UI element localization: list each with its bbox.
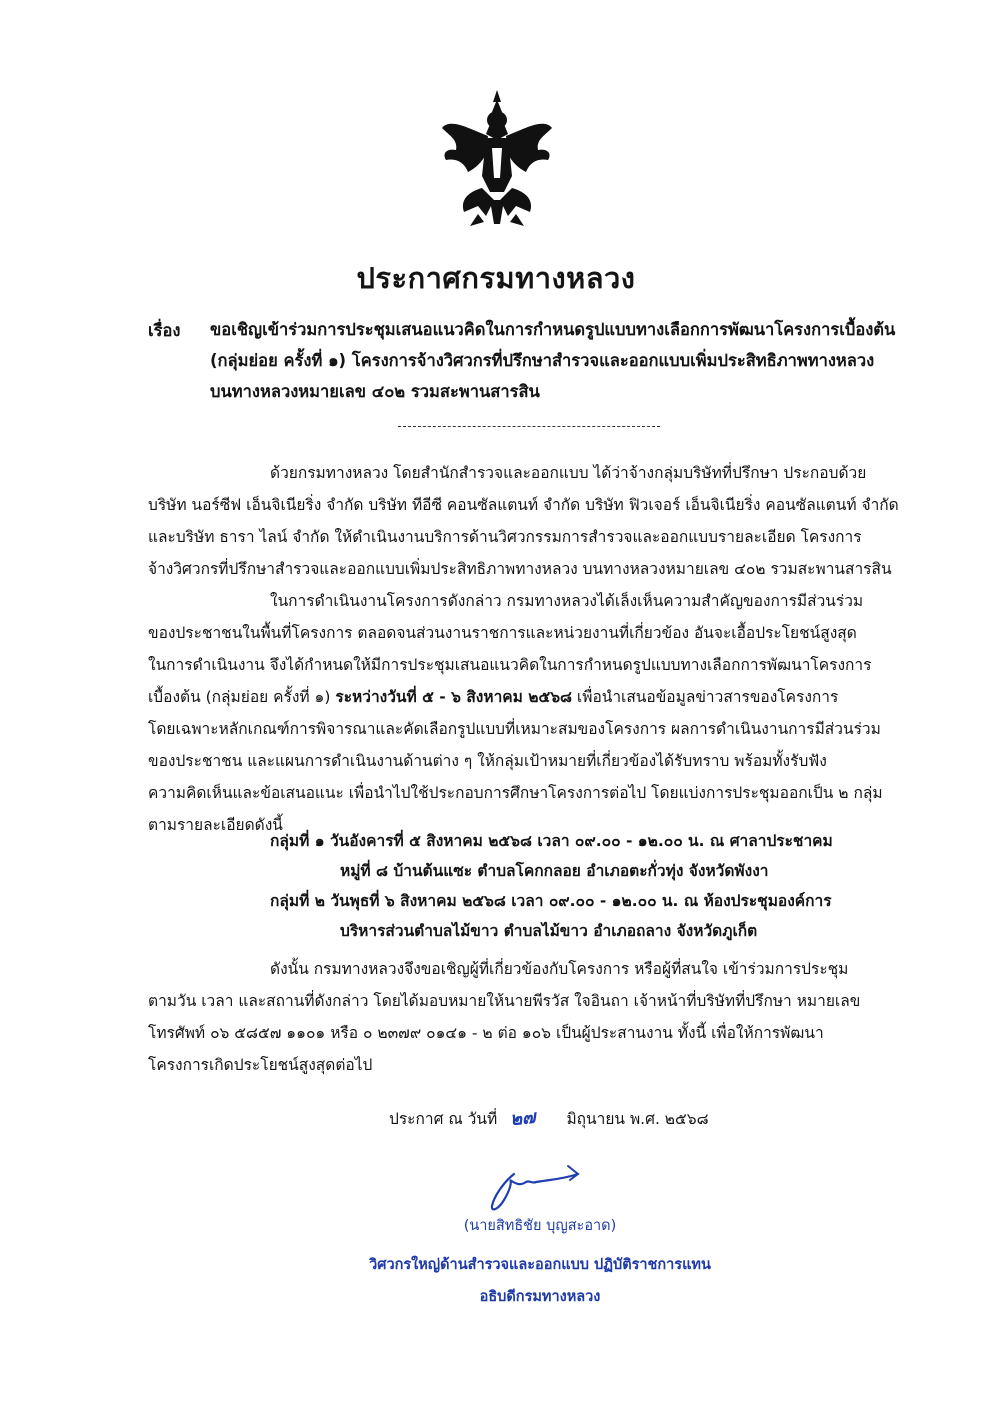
subject-label: เรื่อง [148,321,181,340]
group-2-location: บริหารส่วนตำบลไม้ขาว ตำบลไม้ขาว อำเภอถลาง จังหวัดภูเก็ต [340,922,758,940]
text-line: ดังนั้น กรมทางหลวงจึงขอเชิญผู้ที่เกี่ยวข้องกับโครงการ หรือผู้ที่สนใจ เข้าร่วมการประชุม [270,960,849,978]
subject-line: บนทางหลวงหมายเลข ๔๐๒ รวมสะพานสารสิน [210,382,540,401]
paragraph-1 [148,461,918,589]
text-line: ตามรายละเอียดดังนี้ [148,816,283,834]
paragraph-3 [148,957,918,1085]
text-line: ของประชาชน และแผนการดำเนินงานด้านต่าง ๆ ให้กลุ่มเป้าหมายที่เกี่ยวข้องได้รับทราบ พร้อมทั้งรับฟัง [148,752,827,770]
meeting-groups [270,829,920,949]
text-line-with-highlight [148,685,918,717]
garuda-emblem-icon [438,88,556,230]
text-segment: เบื้องต้น (กลุ่มย่อย ครั้งที่ ๑) [148,688,336,706]
text-line: ในการดำเนินงาน จึงได้กำหนดให้มีการประชุมเสนอแนวคิดในการกำหนดรูปแบบทางเลือกการพัฒนาโครงการ [148,656,872,674]
text-line: โดยเฉพาะหลักเกณฑ์การพิจารณาและคัดเลือกรูปแบบที่เหมาะสมของโครงการ ผลการดำเนินงานการมีส่วนร่วม [148,720,881,738]
paragraph-2 [148,589,918,845]
text-line: ของประชาชนในพื้นที่โครงการ ตลอดจนส่วนงานราชการและหน่วยงานที่เกี่ยวข้อง อันจะเอื้อประโยชน์สูงสุด [148,624,857,642]
text-line: จ้างวิศวกรที่ปรึกษาสำรวจและออกแบบเพิ่มประสิทธิภาพทางหลวง บนทางหลวงหมายเลข ๔๐๒ รวมสะพานสารสิน [148,560,892,578]
text-segment: เพื่อนำเสนอข้อมูลข่าวสารของโครงการ [572,688,839,706]
divider [398,426,660,427]
text-line: และบริษัท ธารา ไลน์ จำกัด ให้ดำเนินงานบริการด้านวิศวกรรมการสำรวจและออกแบบรายละเอียด โครงการ [148,528,862,546]
date-prefix: ประกาศ ณ วันที่ [389,1110,498,1128]
group-2-line: กลุ่มที่ ๒ วันพุธที่ ๖ สิงหาคม ๒๕๖๘ เวลา ๐๙.๐๐ - ๑๒.๐๐ น. ณ ห้องประชุมองค์การ [270,892,832,910]
text-line: ด้วยกรมทางหลวง โดยสำนักสำรวจและออกแบบ ได้ว่าจ้างกลุ่มบริษัทที่ปรึกษา ประกอบด้วย [270,464,867,482]
signer-name: (นายสิทธิชัย บุญสะอาด) [463,1218,617,1234]
signature-icon [486,1160,596,1216]
text-line: โทรศัพท์ ๐๖ ๕๘๕๗ ๑๑๐๑ หรือ ๐ ๒๓๗๙ ๐๑๔๑ - ๒ ต่อ ๑๐๖ เป็นผู้ประสานงาน ทั้งนี้ เพื่อให้การพัฒนา [148,1024,824,1042]
signer-position: วิศวกรใหญ่ด้านสำรวจและออกแบบ ปฏิบัติราชการแทน [369,1257,711,1273]
subject-line: ขอเชิญเข้าร่วมการประชุมเสนอแนวคิดในการกำหนดรูปแบบทางเลือกการพัฒนาโครงการเบื้องต้น [210,320,896,339]
text-line: ความคิดเห็นและข้อเสนอแนะ เพื่อนำไปใช้ประกอบการศึกษาโครงการต่อไป โดยแบ่งการประชุมออกเป็น ๒ กลุ่ม [148,784,883,802]
group-1-location: หมู่ที่ ๘ บ้านต้นแซะ ตำบลโคกกลอย อำเภอตะกั่วทุ่ง จังหวัดพังงา [340,862,769,880]
signer-office: อธิบดีกรมทางหลวง [479,1289,601,1305]
meeting-dates-highlight: ระหว่างวันที่ ๕ - ๖ สิงหาคม ๒๕๖๘ [335,688,572,706]
document-title: ประกาศกรมทางหลวง [356,261,636,295]
text-line: โครงการเกิดประโยชน์สูงสุดต่อไป [148,1056,373,1074]
announcement-date [389,1103,709,1132]
handwritten-day: ๒๗ [509,1106,537,1131]
text-line: ตามวัน เวลา และสถานที่ดังกล่าว โดยได้มอบหมายให้นายพีรวัส ใจอินถา เจ้าหน้าที่บริษัทที่ปรึกษา หมายเลข [148,992,861,1010]
text-line: บริษัท นอร์ซีฟ เอ็นจิเนียริ่ง จำกัด บริษัท ทีอีซี คอนซัลแตนท์ จำกัด บริษัท ฟิวเจอร์ เอ็นจิเนียริ่ง คอนซัลแตนท์ จำกัด [148,496,899,514]
text-line: ในการดำเนินงานโครงการดังกล่าว กรมทางหลวงได้เล็งเห็นความสำคัญของการมีส่วนร่วม [270,592,864,610]
group-1-line: กลุ่มที่ ๑ วันอังคารที่ ๕ สิงหาคม ๒๕๖๘ เวลา ๐๙.๐๐ - ๑๒.๐๐ น. ณ ศาลาประชาคม [270,832,833,850]
date-suffix: มิถุนายน พ.ศ. ๒๕๖๘ [566,1110,709,1128]
subject-line: (กลุ่มย่อย ครั้งที่ ๑) โครงการจ้างวิศวกรที่ปรึกษาสำรวจและออกแบบเพิ่มประสิทธิภาพทางหลวง [210,351,875,370]
